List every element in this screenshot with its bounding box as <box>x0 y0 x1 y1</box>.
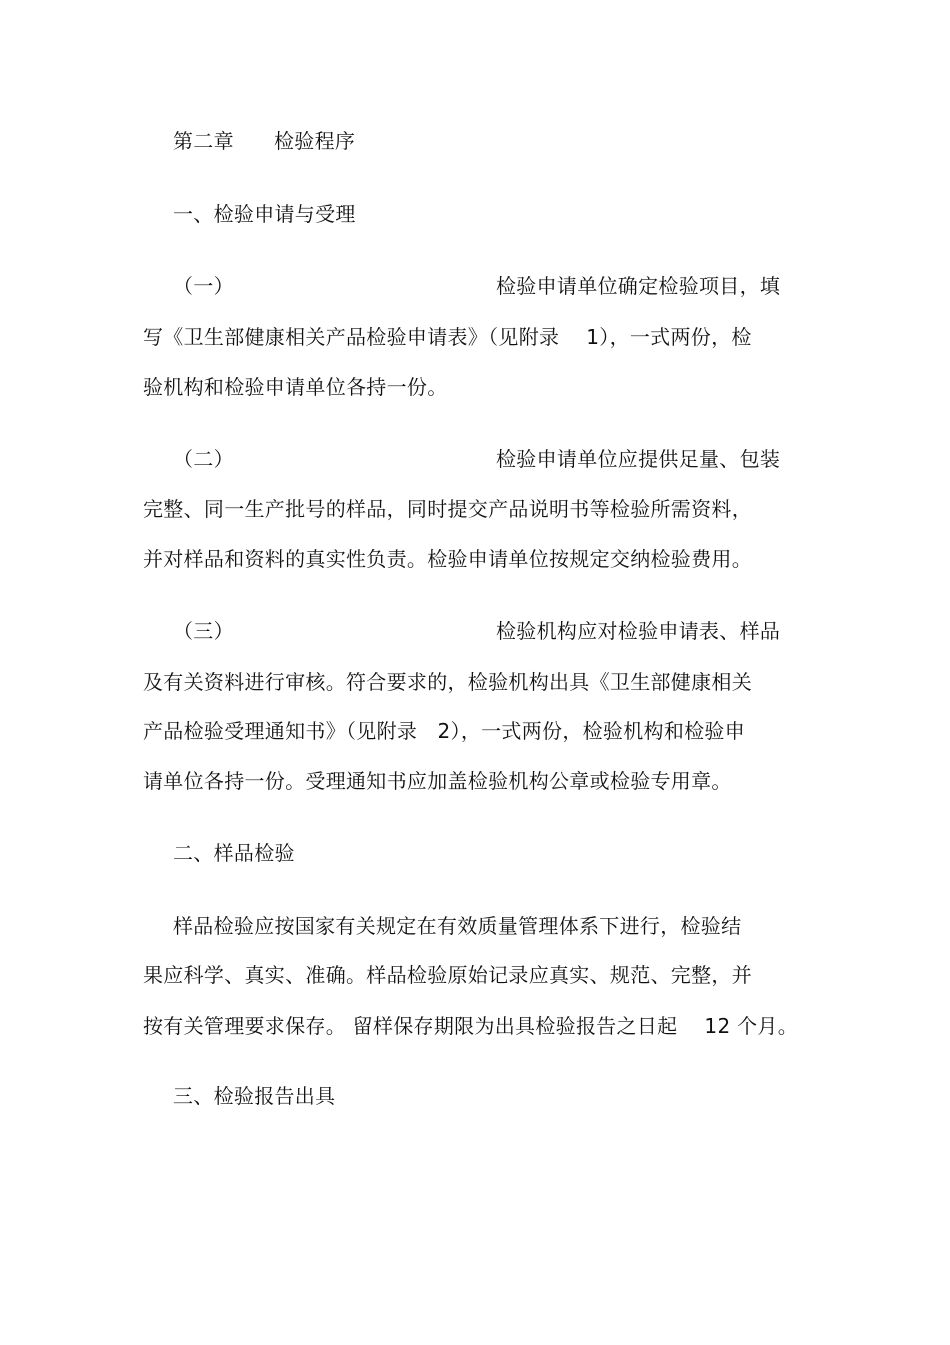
paragraph-line: 请单位各持一份。受理通知书应加盖检验机构公章或检验专用章。 <box>143 769 732 793</box>
paragraph-line: 及有关资料进行审核。符合要求的，检验机构出具《卫生部健康相关 <box>143 670 752 694</box>
paragraph-line: 果应科学、真实、准确。样品检验原始记录应真实、规范、完整，并 <box>143 963 752 987</box>
chapter-number: 第二章 <box>173 129 234 153</box>
paragraph-line: 产品检验受理通知书》（见附录 2），一式两份，检验机构和检验申 <box>143 719 746 743</box>
item-lead-2: 检验申请单位应提供足量、包装 <box>496 447 781 471</box>
item-lead-1: 检验申请单位确定检验项目，填 <box>496 274 781 298</box>
paragraph-line: 按有关管理要求保存。 留样保存期限为出具检验报告之日起 12 个月。 <box>143 1014 799 1038</box>
item-marker-1: （一） <box>173 274 234 298</box>
paragraph-line: 并对样品和资料的真实性负责。检验申请单位按规定交纳检验费用。 <box>143 547 752 571</box>
chapter-title: 检验程序 <box>274 129 356 153</box>
paragraph-line: 验机构和检验申请单位各持一份。 <box>143 375 448 399</box>
section-heading-3: 三、检验报告出具 <box>173 1084 336 1108</box>
item-lead-3: 检验机构应对检验申请表、样品 <box>496 619 781 643</box>
section-heading-1: 一、检验申请与受理 <box>173 202 356 226</box>
section-heading-2: 二、样品检验 <box>173 841 295 865</box>
item-marker-3: （三） <box>173 619 234 643</box>
paragraph-line: 样品检验应按国家有关规定在有效质量管理体系下进行，检验结 <box>173 914 742 938</box>
paragraph-line: 完整、同一生产批号的样品，同时提交产品说明书等检验所需资料， <box>143 497 752 521</box>
paragraph-line: 写《卫生部健康相关产品检验申请表》（见附录 1），一式两份，检 <box>143 325 752 349</box>
item-marker-2: （二） <box>173 447 234 471</box>
